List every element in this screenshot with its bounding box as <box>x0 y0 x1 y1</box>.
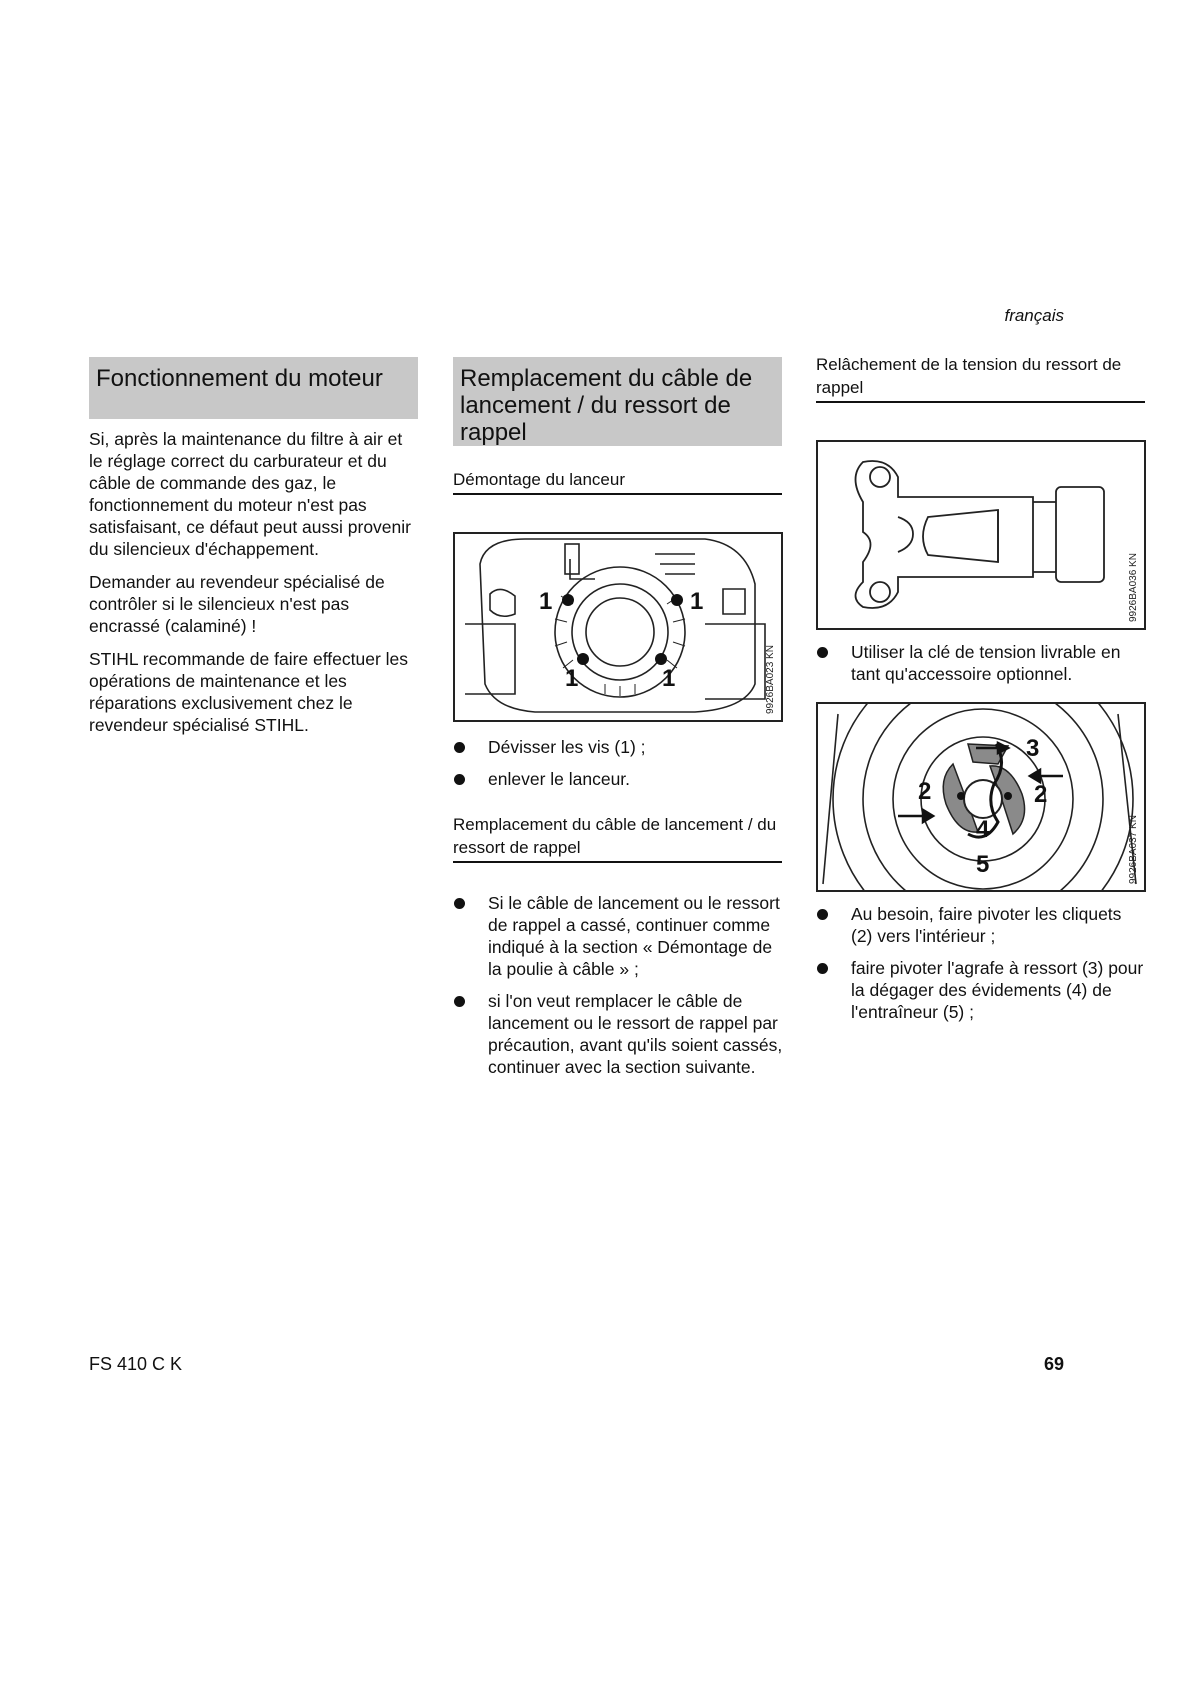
tension-key-illustration <box>818 442 1144 628</box>
bullet-icon <box>817 963 828 974</box>
bullet-list-removal <box>453 736 783 800</box>
bullet-icon <box>454 774 465 785</box>
section-title: Remplacement du câble de lancement / du ressort de rappel <box>460 365 753 446</box>
starter-illustration <box>455 534 781 720</box>
callout-3: 3 <box>1026 735 1040 762</box>
callout-1: 1 <box>662 665 676 692</box>
subheading-removal: Démontage du lanceur <box>453 468 782 495</box>
bullet-icon <box>454 742 465 753</box>
bullet-icon <box>454 898 465 909</box>
callout-1: 1 <box>690 588 704 615</box>
paragraph: Demander au revendeur spécialisé de contrôler si le silencieux n'est pas encrassé (calaminé) ! <box>89 572 385 636</box>
column-1-text <box>89 428 419 747</box>
list-item: Au besoin, faire pivoter les cliquets (2) vers l'intérieur ; <box>816 903 1146 947</box>
bullet-list-pawls <box>816 903 1146 1033</box>
pawls-illustration <box>818 704 1144 890</box>
figure-code: 9926BA037 KN <box>1128 815 1139 884</box>
figure-pawls-spring-clip <box>816 702 1146 892</box>
subheading-replacement: Remplacement du câble de lancement / du ressort de rappel <box>453 813 782 863</box>
callout-4: 4 <box>976 816 990 843</box>
subheading-tension-release: Relâchement de la tension du ressort de rappel <box>816 353 1145 403</box>
bullet-list-replacement <box>453 892 783 1088</box>
list-item: si l'on veut remplacer le câble de lancement ou le ressort de rappel par précaution, avant qu'ils soient cassés, continuer avec la section suivante. <box>453 990 783 1078</box>
callout-2: 2 <box>918 778 932 805</box>
bullet-icon <box>817 909 828 920</box>
section-title: Fonctionnement du moteur <box>96 365 383 392</box>
figure-tension-key <box>816 440 1146 630</box>
figure-code: 9926BA036 KN <box>1128 553 1139 622</box>
section-heading-box <box>89 357 418 419</box>
list-item: Si le câble de lancement ou le ressort de rappel a cassé, continuer comme indiqué à la section « Démontage de la poulie à câble » ; <box>453 892 783 980</box>
callout-1: 1 <box>539 588 553 615</box>
paragraph: STIHL recommande de faire effectuer les opérations de maintenance et les réparations exclusivement chez le revendeur spécialisé STIHL. <box>89 649 409 735</box>
bullet-icon <box>454 996 465 1007</box>
page-number: 69 <box>1043 1354 1064 1374</box>
list-item: enlever le lanceur. <box>453 768 783 790</box>
list-item: faire pivoter l'agrafe à ressort (3) pour la dégager des évidements (4) de l'entraîneur (5) ; <box>816 957 1146 1023</box>
section-heading-box <box>453 357 782 446</box>
paragraph: Si, après la maintenance du filtre à air et le réglage correct du carburateur et du câble de commande des gaz, le fonctionnement du moteur n'est pas satisfaisant, ce défaut peut aussi provenir du silencieux d'échappement. <box>89 429 411 559</box>
bullet-list-key <box>816 641 1146 695</box>
list-item: Dévisser les vis (1) ; <box>453 736 783 758</box>
figure-starter-removal <box>453 532 783 722</box>
bullet-icon <box>817 647 828 658</box>
callout-2: 2 <box>1034 781 1048 808</box>
language-label: français <box>1004 306 1064 325</box>
footer-model: FS 410 C K <box>89 1354 183 1374</box>
callout-5: 5 <box>976 851 990 878</box>
callout-1: 1 <box>565 665 579 692</box>
figure-code: 9926BA023 KN <box>765 645 776 714</box>
list-item: Utiliser la clé de tension livrable en tant qu'accessoire optionnel. <box>816 641 1146 685</box>
